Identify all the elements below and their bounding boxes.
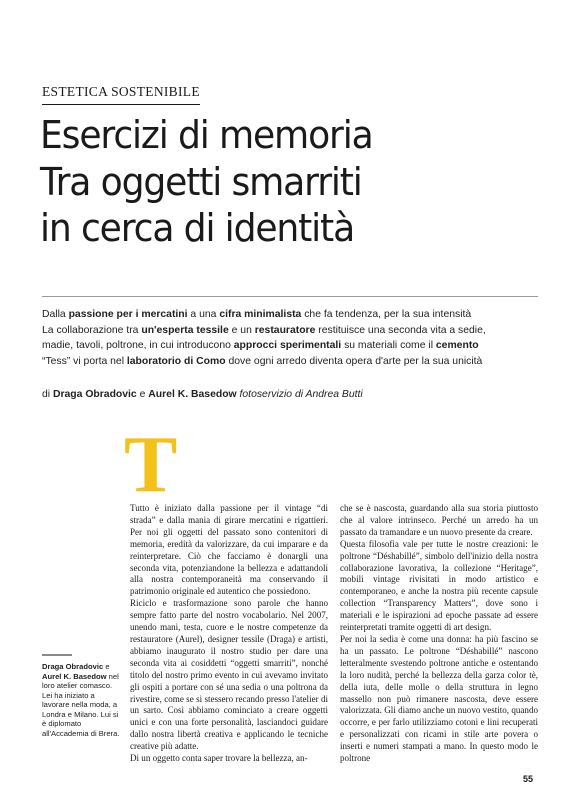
kicker-underline [42, 104, 200, 105]
standfirst-line-3: madie, tavoli, poltrone, in cui introducono approcci sperimentali su materiali come il cemento [42, 340, 479, 352]
author-2: Aurel K. Basedow [148, 389, 237, 400]
paragraph: Riciclo e trasformazione sono parole che hanno sempre fatto parte del nostro vocabolario. Nel 2007, unendo mani, testa, cuore e le nostre competenze da restauratore (Aurel), designer tessile (Draga) e artisti, abbiamo inaugurato il nostro studio per dare una seconda vita ai cosiddetti “oggetti smarriti”, nonché titolo del nostro primo evento in cui avevamo invitato gli ospiti a portare con sé una sedia o una poltrona da rivestire, come se si stessero recando presso l'atelier di un sarto. Così abbiamo cominciato a creare oggetti unici e con una forte personalità, lasciandoci guidare dallo nostra libertà creativa e applicando le tecniche creative più adatte. [130, 598, 328, 752]
paragraph: Tutto è iniziato dalla passione per il vintage “di strada” e dalla mania di girare mercatini e rigattieri. Per noi gli oggetti del passato sono contenitori di memoria, eredità da valorizzare, da cui imparare e da reinterpretare. Ciò che facciamo è donargli una seconda vita, potenziandone la bellezza e adattandoli alla nostra contemporaneità ma conservando il patrimonio originale ed autentico che possiedono. [130, 503, 328, 597]
standfirst-line-4: “Tess” vi porta nel laboratorio di Como dove ogni arredo diventa opera d'arte per la sua unicità [42, 355, 483, 367]
paragraph: Di un oggetto conta saper trovare la bellezza, an- [130, 753, 308, 764]
paragraph: che se è nascosta, guardando alla sua storia piuttosto che al valore intrinseco. Perché un arredo ha un passato da tramandare e un nuovo presente da creare. [340, 503, 538, 537]
standfirst [42, 307, 542, 369]
body-column-1 [130, 503, 328, 765]
photo-caption: Draga Obradovic e Aurel K. Basedow nel loro atelier comasco. Lei ha iniziato a lavorare nella moda, a Londra e Milano. Lui si è diplomato all'Accademia di Brera. [42, 662, 120, 738]
standfirst-line-1: Dalla passione per i mercatini a una cifra minimalista che fa tendenza, per la sua intensità [42, 309, 472, 320]
title-line-2: Tra oggetti smarriti [40, 159, 362, 204]
paragraph: Questa filosofia vale per tutte le nostre creazioni: le poltrone “Déshabillé”, simbolo dell'inizio della nostra collaborazione lavorativa, la collezione “Heritage”, mobili vintage rivisitati in modo artistico e contemporaneo, e anche la nostra più recente capsule collection “Transparency Matters”, dove sono i materiali e le ispirazioni ad epoche passate ad essere reinterpretati tramite oggetti di art design. [340, 538, 538, 633]
drop-cap: T [124, 421, 178, 509]
photo-credit: fotoservizio di Andrea Butti [236, 389, 363, 400]
article-title [40, 112, 534, 252]
page-number: 55 [523, 774, 534, 784]
title-line-1: Esercizi di memoria [40, 113, 373, 157]
header-divider [42, 296, 538, 297]
caption-rule [42, 654, 72, 656]
byline: di Draga Obradovic e Aurel K. Basedow fotoservizio di Andrea Butti [42, 389, 363, 400]
standfirst-line-2: La collaborazione tra un'esperta tessile e un restauratore restituisce una seconda vita a sedie, [42, 324, 486, 336]
title-line-3: in cerca di identità [40, 206, 355, 250]
author-1: Draga Obradovic [52, 389, 137, 400]
paragraph: Per noi la sedia è come una donna: ha più fascino se ha un passato. Le poltrone “Déshabillé” nascono letteralmente svestendo poltrone antiche e ostentando la loro nudità, perché la bellezza della garza color tè, della iuta, delle molle o della struttura in legno massello non può rimanere nascosta, deve essere valorizzata. Gli diamo anche un nuovo vestito, quando occorre, e per farlo utilizziamo cotoni e lini recuperati e personalizzati con ricami in stile arte povera o inserti e numeri stampati a mano. In questo modo le poltrone [340, 633, 538, 764]
section-kicker: ESTETICA SOSTENIBILE [42, 84, 200, 99]
body-column-2 [340, 503, 538, 765]
